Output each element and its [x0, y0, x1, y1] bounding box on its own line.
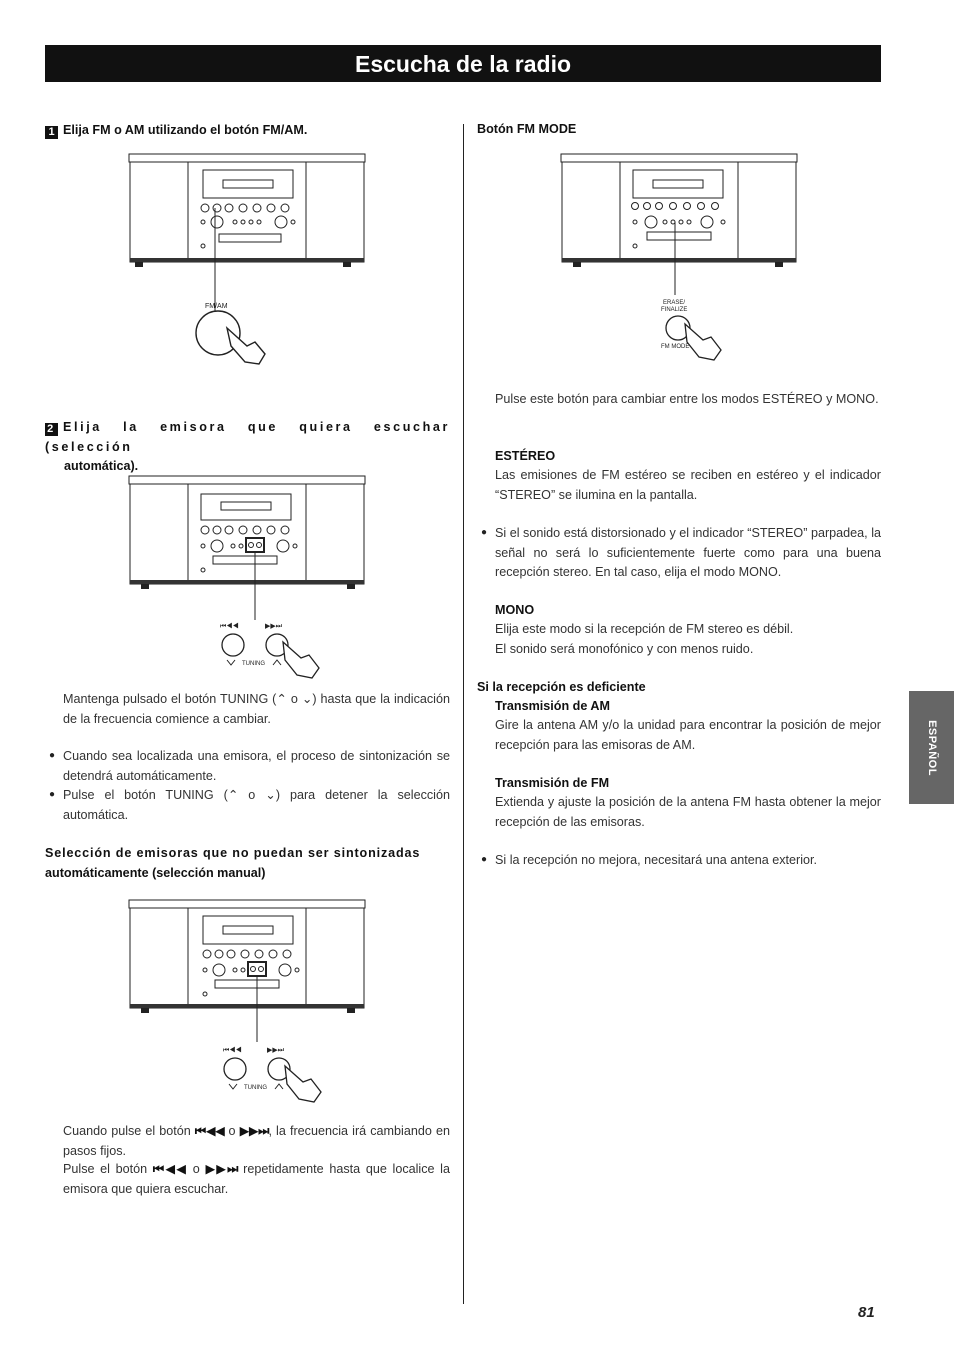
skip-forward-icon: ▶▶⏭ [239, 1124, 269, 1138]
language-tab [909, 691, 954, 804]
svg-text:▶▶⏭: ▶▶⏭ [265, 623, 283, 630]
chevron-up-icon: ⌃ [227, 788, 239, 802]
device-illustration-tuning-manual [125, 896, 370, 1106]
mono-heading: MONO [495, 603, 535, 617]
skip-forward-icon: ▶▶⏭ [205, 1162, 238, 1176]
column-divider [463, 124, 464, 1304]
step-2 [45, 418, 450, 477]
manual-p2-text-a: Pulse el botón [63, 1162, 153, 1176]
page-number: 81 [858, 1304, 875, 1321]
fm-mode-label: FM MODE [661, 344, 690, 350]
step-number-2: 2 [45, 423, 58, 436]
device-illustration-fm-am [125, 150, 370, 370]
bullet-icon: ● [481, 854, 488, 865]
skip-back-icon: ⏮◀◀ [194, 1124, 225, 1138]
manual-p1-text-a: Cuando pulse el botón [63, 1124, 195, 1138]
chevron-down-icon: ⌄ [265, 788, 276, 802]
auto-tuning-text-b: ) hasta que la indicación de la frecuencia comience a cambiar. [63, 692, 450, 726]
bullet-icon: ● [481, 527, 488, 538]
fm-bullet: Si la recepción no mejora, necesitará una antena exterior. [495, 853, 818, 867]
bullet-stop-selection [63, 786, 450, 825]
svg-text:TUNING: TUNING [244, 1085, 267, 1091]
auto-tuning-paragraph [63, 690, 450, 729]
bullet-stop-text-mid: o [238, 788, 266, 802]
bullet-stop-text-a: Pulse el botón TUNING ( [63, 788, 228, 802]
svg-text:⏮◀◀: ⏮◀◀ [220, 623, 239, 630]
mono-line-1: Elija este modo si la recepción de FM stereo es débil. [495, 622, 794, 636]
mono-line-2: El sonido será monofónico y con menos ruido. [495, 642, 754, 656]
poor-reception-heading: Si la recepción es deficiente [477, 680, 646, 694]
chevron-up-icon: ⌃ [276, 692, 287, 706]
skip-back-icon: ⏮◀◀ [152, 1162, 188, 1176]
bullet-auto-stop: Cuando sea localizada una emisora, el proceso de sintonización se detendrá automáticamente. [63, 749, 450, 783]
manual-heading-line2: automáticamente (selección manual) [45, 865, 266, 880]
step-1 [45, 121, 450, 141]
svg-text:TUNING: TUNING [242, 661, 265, 667]
language-tab-label: ESPAÑOL [925, 719, 938, 776]
fm-mode-paragraph: Pulse este botón para cambiar entre los modos ESTÉREO y MONO. [495, 392, 879, 406]
stereo-heading: ESTÉREO [495, 449, 556, 463]
auto-tuning-text-mid: o [286, 692, 302, 706]
am-heading: Transmisión de AM [495, 699, 610, 713]
step-1-text: Elija FM o AM utilizando el botón FM/AM. [63, 123, 308, 137]
fm-heading: Transmisión de FM [495, 776, 610, 790]
manual-p1-text-b: , la frecuencia irá cambiando en pasos fijos. [63, 1124, 450, 1158]
device-illustration-tuning-auto [125, 472, 370, 682]
step-number-1: 1 [45, 126, 58, 139]
finalize-label: FINALIZE [661, 307, 688, 313]
manual-p2-text-b: repetidamente hasta que localice la emisora que quiera escuchar. [63, 1162, 450, 1196]
manual-p1-or: o [224, 1124, 240, 1138]
manual-heading-line1: Selección de emisoras que no puedan ser sintonizadas [45, 846, 421, 860]
stereo-bullet: Si el sonido está distorsionado y el indicador “STEREO” parpadea, la señal no será lo suficientemente fuerte como para una buena recepción stereo. En tal caso, elija el modo MONO. [495, 526, 881, 579]
auto-tuning-text-a: Mantenga pulsado el botón TUNING ( [63, 692, 277, 706]
bullet-icon: ● [49, 789, 56, 800]
svg-text:FM/AM: FM/AM [205, 303, 228, 310]
step-2-text-line1: Elija la emisora que quiera escuchar (selección [45, 420, 450, 454]
svg-text:⏮◀◀: ⏮◀◀ [223, 1047, 242, 1054]
bullet-icon: ● [49, 750, 56, 761]
step-2-text-line2: automática). [64, 459, 139, 473]
fm-mode-heading: Botón FM MODE [477, 122, 577, 136]
svg-text:▶▶⏭: ▶▶⏭ [267, 1047, 285, 1054]
stereo-paragraph: Las emisiones de FM estéreo se reciben en estéreo y el indicador “STEREO” se ilumina en la pantalla. [495, 468, 881, 502]
device-illustration-fm-mode [557, 150, 807, 370]
chevron-down-icon: ⌄ [301, 692, 313, 706]
bullet-stop-text-b: ) para detener la selección automática. [63, 788, 450, 822]
manual-paragraph-2 [63, 1160, 450, 1199]
manual-selection-heading [45, 844, 450, 883]
manual-p2-or: o [187, 1162, 206, 1176]
erase-label: ERASE/ [663, 300, 686, 306]
page-title: Escucha de la radio [45, 45, 881, 82]
manual-paragraph-1 [63, 1122, 450, 1161]
am-paragraph: Gire la antena AM y/o la unidad para encontrar la posición de mejor recepción para las emisoras de AM. [495, 718, 881, 752]
fm-paragraph: Extienda y ajuste la posición de la antena FM hasta obtener la mejor recepción de las emisoras. [495, 795, 881, 829]
